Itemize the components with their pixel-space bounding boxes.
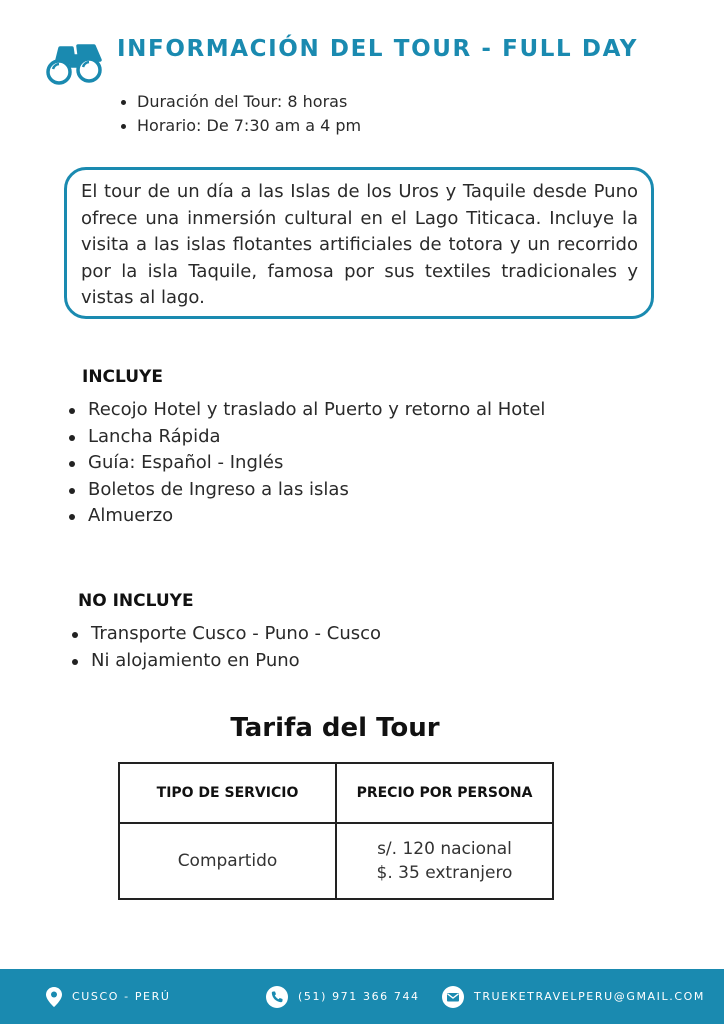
- mail-icon: [442, 986, 464, 1008]
- no-incluye-list: [70, 621, 381, 674]
- list-item: Almuerzo: [67, 503, 545, 530]
- footer: [0, 969, 724, 1024]
- list-item: Horario: De 7:30 am a 4 pm: [118, 114, 361, 138]
- service-cell: Compartido: [119, 823, 336, 899]
- description-box: [64, 167, 654, 319]
- tarifa-table: [118, 762, 554, 900]
- page-title: INFORMACIÓN DEL TOUR - FULL DAY: [117, 36, 639, 62]
- incluye-heading: INCLUYE: [82, 367, 163, 387]
- footer-email[interactable]: [442, 969, 705, 1024]
- footer-phone[interactable]: [266, 969, 420, 1024]
- location-text: CUSCO - PERÚ: [72, 990, 171, 1003]
- tarifa-title: Tarifa del Tour: [230, 713, 440, 743]
- price-national: s/. 120 nacional: [377, 839, 512, 859]
- phone-icon: [266, 986, 288, 1008]
- incluye-list: [67, 397, 545, 530]
- table-row: [119, 823, 553, 899]
- table-header-row: [119, 763, 553, 823]
- list-item: Ni alojamiento en Puno: [70, 648, 381, 675]
- binoculars-icon: [44, 42, 106, 86]
- list-item: Guía: Español - Inglés: [67, 450, 545, 477]
- list-item: Lancha Rápida: [67, 424, 545, 451]
- location-pin-icon: [46, 987, 62, 1007]
- list-item: Duración del Tour: 8 horas: [118, 90, 361, 114]
- description-text: El tour de un día a las Islas de los Uros y Taquile desde Puno ofrece una inmersión cultural en el Lago Titicaca. Incluye la visita a las islas flotantes artificiales de totora y un recorrido por la isla Taquile, famosa por sus textiles tradicionales y vistas al lago.: [81, 181, 638, 308]
- tour-details-list: [118, 90, 361, 138]
- no-incluye-heading: NO INCLUYE: [78, 591, 194, 611]
- table-header-price: PRECIO POR PERSONA: [336, 763, 553, 823]
- email-text: TRUEKETRAVELPERU@GMAIL.COM: [474, 990, 705, 1003]
- list-item: Boletos de Ingreso a las islas: [67, 477, 545, 504]
- price-foreign: $. 35 extranjero: [376, 863, 513, 883]
- list-item: Transporte Cusco - Puno - Cusco: [70, 621, 381, 648]
- list-item: Recojo Hotel y traslado al Puerto y retorno al Hotel: [67, 397, 545, 424]
- phone-text: (51) 971 366 744: [298, 990, 420, 1003]
- footer-location: [46, 969, 171, 1024]
- table-header-service: TIPO DE SERVICIO: [119, 763, 336, 823]
- price-cell: [336, 823, 553, 899]
